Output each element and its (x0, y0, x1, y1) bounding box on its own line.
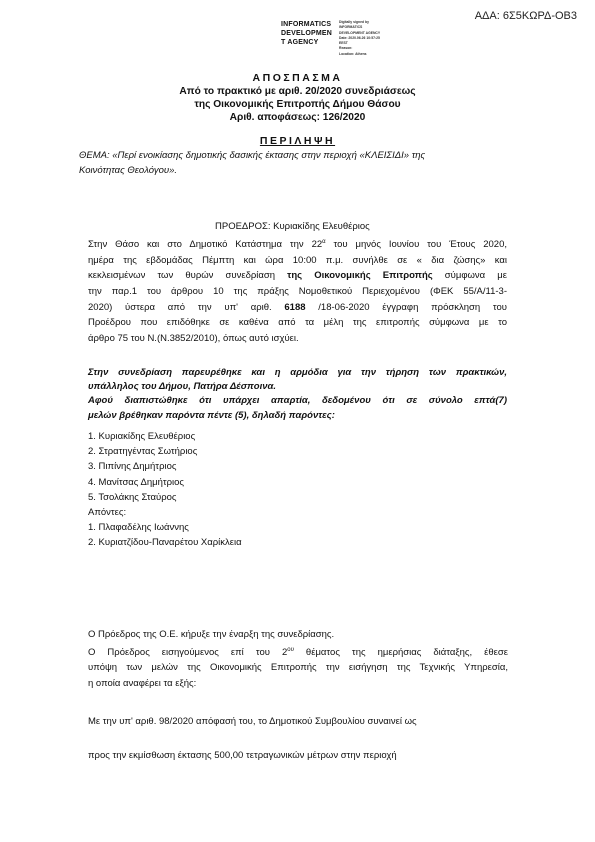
opening-paragraph (88, 627, 508, 692)
header-line-3: Αριθ. αποφάσεως: 126/2020 (229, 112, 366, 123)
logo-line: INFORMATICS (281, 21, 332, 28)
list-item: 1. Πλαφαδέλης Ιωάννης (88, 522, 189, 534)
intro-line: άρθρο 75 του Ν.(Ν.3852/2010), όπως αυτό ισχύει. (88, 332, 299, 344)
committee-name: της Οικονομικής Επιτροπής (287, 270, 433, 282)
opening-line: Ο Πρόεδρος εισηγούμενος επί του $2^{o\upsilon}$ θέματος της ημερήσιας διάταξης, έθεσε (88, 646, 509, 658)
signature-details (339, 20, 380, 57)
attendance-line: υπάλληλος του Δήμου, Πατήρα Δέσποινα. (88, 381, 277, 393)
superscript: ου (287, 646, 294, 653)
chairman: ΠΡΟΕΔΡΟΣ: Κυριακίδης Ελευθέριος (215, 221, 370, 232)
signature-line: Digitally signed by (339, 20, 369, 24)
ada-code: ΑΔΑ: 6Σ5ΚΩΡΔ-ΟΒ3 (474, 10, 577, 22)
list-item: 2. Κυριατζίδου-Παναρέτου Χαρίκλεια (88, 537, 242, 549)
opening-line: η οποία αναφέρει τα εξής: (88, 677, 197, 689)
intro-line: Στην Θάσο και στο Δημοτικό Κατάστημα την $22^\alpha$ του μηνός Ιουνίου του Έτους 2020, (88, 239, 507, 251)
header-line-1: Από το πρακτικό με αριθ. 20/2020 συνεδριάσεως (179, 86, 416, 97)
absent-label: Απόντες: (88, 507, 127, 519)
opening-line: Ο Πρόεδρος της Ο.Ε. κήρυξε την έναρξη της συνεδρίασης. (88, 629, 335, 640)
excerpt-title: ΑΠΟΣΠΑΣΜΑ (252, 72, 343, 84)
intro-line: 2020) ύστερα από την υπ' αριθ. 6188 /18-06-2020 έγγραφη πρόσκληση του (88, 301, 507, 313)
logo-line: DEVELOPMEN (281, 30, 333, 37)
subject-text-cont: Κοινότητας Θεολόγου». (79, 165, 178, 177)
intro-line: κεκλεισμένων των θυρών συνεδρίαση της Οικονομικής Επιτροπής σύμφωνα με (88, 270, 507, 282)
list-item: 4. Μανίτσας Δημήτριος (88, 476, 185, 488)
attendance-line: μελών βρέθηκαν παρόντα πέντε (5), δηλαδή παρόντες: (88, 409, 335, 421)
attendance-line: Στην συνεδρίαση παρευρέθηκε και η αρμόδια για την τήρηση των πρακτικών, (88, 367, 507, 378)
subject-label: ΘΕΜΑ: (79, 150, 110, 161)
intro-line: Προέδρου που επιδόθηκε σε καθένα από τα μέλη της επιτροπής σύμφωνα με το (88, 317, 507, 329)
signature-line: EEST (339, 41, 348, 46)
list-item: 3. Πιπίνης Δημήτριος (88, 461, 177, 473)
superscript: α (322, 239, 326, 245)
opening-line: υπόψη των μελών της Οικονομικής Επιτροπής την εισήγηση της Τεχνικής Υπηρεσία, (88, 662, 508, 674)
present-list (88, 429, 242, 551)
attendance-paragraph (88, 366, 507, 423)
signature-line: DEVELOPMENT AGENCY (339, 30, 381, 35)
logo-line: T AGENCY (281, 39, 319, 46)
digital-signature-logo (281, 20, 431, 56)
signature-line: Reason: (339, 46, 353, 51)
list-item: 5. Τσολάκης Σταύρος (88, 491, 177, 503)
intro-line: ημέρα της εβδομάδας Πέμπτη και ώρα 10:00 π.μ. συνήλθε σε « δια ζώσης» και (88, 254, 507, 266)
list-item: 2. Στρατηγέντας Σωτήριος (88, 446, 198, 458)
header-line-2: της Οικονομικής Επιτροπής Δήμου Θάσου (194, 99, 401, 110)
protocol-number: 6188 (284, 301, 306, 313)
signature-line: INFORMATICS (339, 25, 363, 30)
attendance-line: Αφού διαπιστώθηκε ότι υπάρχει απαρτία, δεδομένου ότι σε σύνολο επτά(7) (88, 395, 507, 407)
list-item: 1. Κυριακίδης Ελευθέριος (88, 431, 196, 442)
intro-line: την παρ.1 του άρθρου 10 της πράξης Νομοθετικού Περιεχομένου (ΦΕΚ 55/Α/11-3- (88, 285, 507, 297)
subject (79, 148, 509, 178)
decision-line: Με την υπ' αριθ. 98/2020 απόφασή του, το Δημοτικού Συμβουλίου συναινεί ως (88, 716, 417, 727)
decision-line: προς την εκμίσθωση έκτασης 500,00 τετραγωνικών μέτρων στην περιοχή (88, 750, 397, 761)
signature-line: Location: Athens (339, 51, 367, 56)
summary-title: ΠΕΡΙΛΗΨΗ (259, 135, 336, 147)
signature-line: Date: 2020.06.26 10:57:25 (339, 35, 380, 40)
intro-paragraph (88, 235, 507, 346)
subject-text: «Περί ενοικίασης δημοτικής δασικής έκτασης στην περιοχή «ΚΛΕΙΣΙΔΙ» της (112, 150, 426, 161)
